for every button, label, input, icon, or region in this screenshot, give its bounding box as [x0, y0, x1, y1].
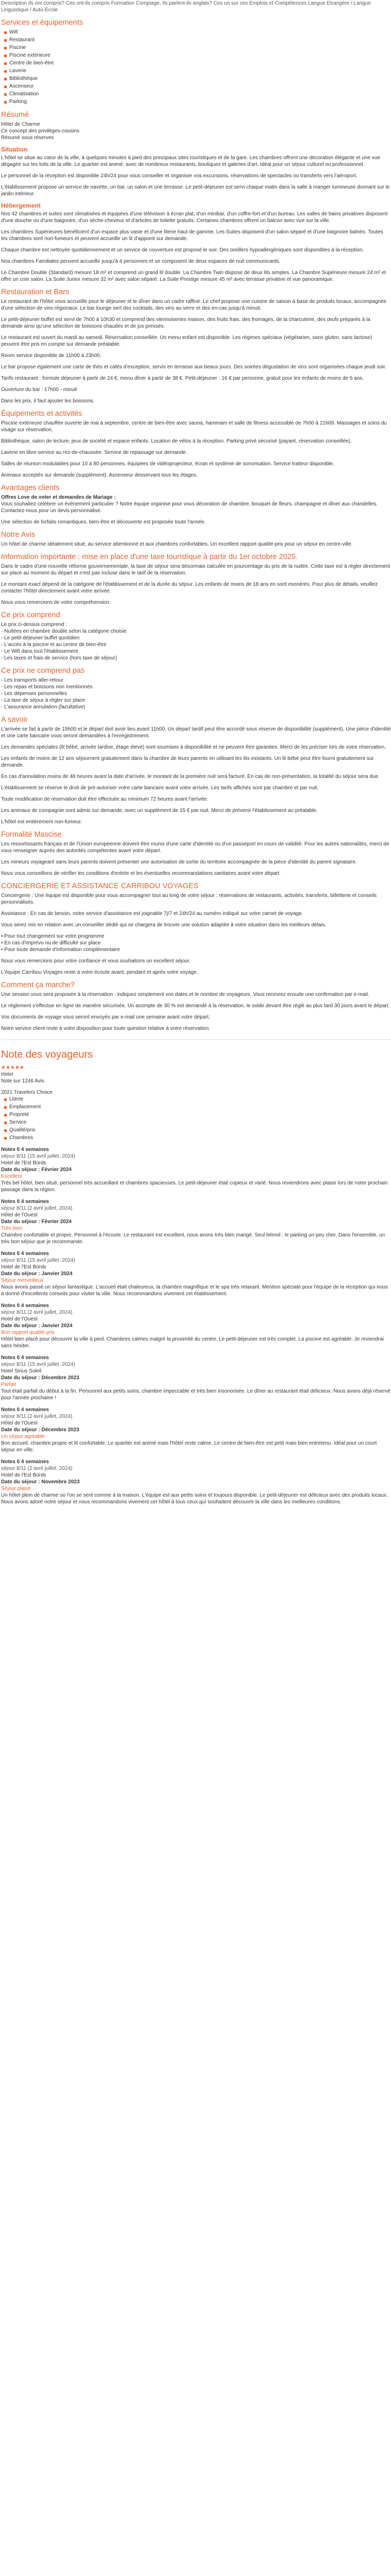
review-hotel: Hôtel de l'Ouest — [1, 1212, 38, 1218]
review-title: Très bien — [1, 1226, 23, 1231]
review-text: Nous avons passé un séjour fantastique. L'accueil était chaleureux, la chambre magnifique et le spa très relaxant. Mention spéciale pour l'équipe de la réception qui nous a donné d'excellents conseils pour visiter la ville. Nous recommandons vivement cet établissement. — [1, 1284, 388, 1297]
service-item: Laverie — [9, 67, 391, 74]
divider — [1, 1039, 391, 1040]
rating-stars-icon: ★★★★★ — [1, 1065, 24, 1071]
prix-non-item: - Les transports aller-retour — [1, 677, 63, 683]
savoir-text-4: En cas d'annulation moins de 48 heures avant la date d'arrivée, le montant de la première nuit sera facturé. En cas de non-présentation, la totalité du séjour sera due. — [1, 774, 380, 779]
review-text: Tout était parfait du début à la fin. Personnel aux petits soins, chambre impeccable et très bien insonorisée. Le dîner au restaurant était délicieux. Nous avons déjà réservé pour l'année prochaine ! — [1, 1388, 390, 1401]
equipements-text-3: Laverie en libre-service au rez-de-chaussée. Service de repassage sur demande. — [1, 450, 187, 455]
notes-rate: Note sur 1246 Avis — [1, 1078, 44, 1084]
notre-avis-section — [1, 530, 391, 606]
review-date: Date du séjour : Février 2024 — [1, 1167, 72, 1173]
notes-item: Qualité/prix — [9, 1127, 391, 1133]
equipements-text-5: Animaux acceptés sur demande (supplément). Ascenseur desservant tous les étages. — [1, 472, 198, 478]
review-author: Notes 0 4 semaines — [1, 1147, 49, 1153]
conciergerie-item: • Pour toute demande d'information complémentaire — [1, 947, 120, 953]
service-item: Restaurant — [9, 37, 391, 43]
avantages-section — [1, 483, 391, 526]
review-date: Date du séjour : Décembre 2023 — [1, 1427, 79, 1433]
formalite-section — [1, 830, 391, 877]
review-author: Notes 0 4 semaines — [1, 1199, 49, 1205]
hebergement-text-1: Nos 42 chambres et suites sont climatisées et équipées d'une télévision à écran plat, d'un minibar, d'un coffre-fort et d'un bureau. Les salles de bains privatives disposent d'une douche ou d'une baignoire, d'un sèche-cheveux et d'articles de toilette gratuits. Certaines chambres offrent un balcon avec vue sur la ville. — [1, 211, 388, 224]
prix-item: - Nuitées en chambre double selon la catégorie choisie — [1, 629, 127, 634]
prix-section — [1, 611, 391, 710]
restaurant-text-6: Tarifs restaurant : formule déjeuner à partir de 24 €, menu dîner à partir de 38 €. Petit-déjeuner : 16 € par personne, gratuit pour les enfants de moins de 6 ans. — [1, 376, 364, 381]
equipements-text-4: Salles de réunion modulables pour 10 à 80 personnes, équipées de vidéoprojecteur, écran et système de sonorisation. Service traiteur disponible. — [1, 461, 334, 467]
review-hotel: Hotel de l'Est Bords — [1, 1160, 46, 1166]
review-title: Un séjour agréable — [1, 1434, 45, 1439]
avantages-subtitle: Offres Love de voter et demandes de Mariage : — [1, 495, 116, 500]
review-text: Un hôtel plein de charme où l'on se sent comme à la maison. L'équipe est aux petits soins et toujours disponible. Le petit-déjeuner est délicieux avec des produits locaux. Nous avons adoré notre séjour et nous recommandons vivement cet hôtel à tous ceux qui souhaitent découvrir la ville dans les meilleures conditions. — [1, 1493, 388, 1505]
prix-item: - Les taxes et frais de service (hors taxe de séjour) — [1, 655, 117, 661]
conciergerie-item: • En cas d'imprévu ou de difficulté sur place — [1, 940, 101, 946]
review-author: Notes 0 4 semaines — [1, 1355, 49, 1361]
savoir-text-1: L'arrivée se fait à partir de 15h00 et le départ doit avoir lieu avant 11h00. Un départ tardif peut être accordé sous réserve de disponibilité (supplément). Une pièce d'identité et une carte bancaire vous seront demandées à l'enregistrement. — [1, 726, 391, 739]
formalite-text-3: Nous vous conseillons de vérifier les conditions d'entrée et les éventuelles recommandations sanitaires avant votre départ. — [1, 871, 281, 876]
comment-section — [1, 980, 391, 1032]
conciergerie-title: CONCIERGERIE ET ASSISTANCE CARRIBOU VOYAGES — [1, 882, 199, 890]
prix-non-item: - La taxe de séjour à régler sur place — [1, 698, 85, 703]
service-item: Ascenseur — [9, 83, 391, 90]
review-hotel: Hotel Sirius Soleil — [1, 1368, 42, 1374]
prix-non-item: - Les dépenses personnelles — [1, 691, 67, 697]
review-text: Hôtel bien placé pour découvrir la ville à pied. Chambres calmes malgré la proximité du centre. Le petit-déjeuner est très complet. La piscine est agréable. Je reviendrai sans hésiter. — [1, 1336, 384, 1349]
formalite-text-1: Les ressortissants français et de l'Union européenne doivent être munis d'une carte d'identité ou d'un passeport en cours de validité. Pour les autres nationalités, merci de vous renseigner auprès des autorités compétentes avant votre départ. — [1, 841, 389, 854]
conciergerie-section — [1, 882, 391, 976]
service-item: Climatisation — [9, 91, 391, 97]
review-item — [1, 1146, 391, 1193]
review-item — [1, 1302, 391, 1349]
hebergement-title: Hébergement — [1, 202, 41, 209]
restaurant-section — [1, 287, 391, 404]
savoir-text-8: L'hôtel est entièrement non-fumeur. — [1, 819, 83, 825]
conciergerie-text-1: Conciergerie : Une équipe est disponible pour vous accompagner tout au long de votre séjour : réservations de restaurants, activités, transferts, billetterie et conseils personnalisés. — [1, 893, 377, 905]
room-title: Résumé — [1, 111, 29, 119]
conciergerie-item: • Pour tout changement sur votre programme — [1, 934, 105, 939]
review-text: Très bel hôtel, bien situé, personnel très accueillant et chambres spacieuses. Le petit-déjeuner était copieux et varié. Nous reviendrons avec plaisir lors de notre prochain passage dans la région. — [1, 1180, 388, 1193]
restaurant-text-2: Le petit-déjeuner buffet est servi de 7h00 à 10h30 et comprend des viennoiseries maison, des fruits frais, des fromages, de la charcuterie, des œufs préparés à la demande ainsi qu'une sélection de boissons chaudes et de jus pressés. — [1, 317, 370, 329]
review-title: Bon rapport qualité-prix — [1, 1330, 55, 1335]
review-meta: séjour 8/11 (2 avril juillet, 2024) — [1, 1466, 73, 1471]
hebergement-text-5: Le Chambre Double (Standard) mesure 18 m² et comprend un grand lit double. La Chambre Twin dispose de deux lits simples. La Chambre Supérieure mesure 24 m² et offre un coin salon. La Suite Junior mesure 32 m² avec salon séparé. La Suite Prestige mesure 45 m² avec terrasse privative et vue panoramique. — [1, 270, 386, 282]
reviews-list — [1, 1146, 391, 1505]
savoir-text-3: Les enfants de moins de 12 ans séjournent gratuitement dans la chambre de leurs parents en utilisant les lits existants. Un lit bébé peut être fourni gratuitement sur demande. — [1, 756, 374, 768]
comment-text-1: Une session vous sera proposée à la réservation : indiquez simplement vos dates et le nombre de voyageurs. Vous recevrez ensuite une confirmation par e-mail. — [1, 992, 369, 997]
review-item — [1, 1198, 391, 1245]
savoir-text-2: Les demandes spéciales (lit bébé, arrivée tardive, étage élevé) sont soumises à disponibilité et ne peuvent être garanties. Merci de les préciser lors de votre réservation. — [1, 744, 386, 750]
hebergement-text-4: Nos chambres Familiales peuvent accueillir jusqu'à 4 personnes et se composent de deux espaces de nuit communicants. — [1, 259, 281, 264]
intro-text: Description Ils ont compris? Ces ont-ils compris Formation Comptage, Ils parlent-ils anglais? Ces un sur ces Emplois et Compétences Langue Etrangère / Langue Linguistique / Auto-École — [1, 1, 371, 13]
room-intro-text: L'établissement propose un service de navette, un bar, un salon et une terrasse. Le petit-déjeuner est servi chaque matin dans la salle à manger lumineuse donnant sur le jardin intérieur. — [1, 184, 390, 197]
savoir-text-5: L'établissement se réserve le droit de pré-autoriser votre carte bancaire avant votre arrivée. Les tarifs affichés sont par chambre et par nuit. — [1, 785, 319, 791]
review-meta: séjour 8/11 (15 avril juillet, 2024) — [1, 1362, 75, 1367]
service-item: Centre de bien-être — [9, 60, 391, 66]
equipements-text-1: Piscine extérieure chauffée ouverte de mai à septembre, centre de bien-être avec sauna, hammam et salle de fitness accessible de 7h00 à 21h00. Massages et soins du visage sur réservation. — [1, 420, 387, 433]
review-title: Séjour merveilleux — [1, 1278, 44, 1283]
review-author: Notes 0 4 semaines — [1, 1459, 49, 1465]
review-text: Bon accueil, chambre propre et lit confortable. Le quartier est animé mais l'hôtel reste calme. Le centre de bien-être est petit mais bien entretenu. Idéal pour un court séjour en ville. — [1, 1440, 377, 1453]
prix-item: - Le petit-déjeuner buffet quotidien — [1, 635, 80, 641]
prix-items — [1, 628, 391, 662]
prix-non-title: Ce prix ne comprend pas — [1, 667, 85, 675]
review-title: Séjour plaisir — [1, 1486, 31, 1492]
savoir-section — [1, 715, 391, 825]
review-hotel: Hotel de l'Est Bords — [1, 1264, 46, 1270]
info-text-2: Le montant exact dépend de la catégorie de l'établissement et de la durée du séjour. Les enfants de moins de 18 ans en sont exonérés. Pour plus de détails, veuillez contacter l'hôtel directement avant votre arrivée. — [1, 582, 378, 594]
info-text-3: Nous vous remercions de votre compréhension. — [1, 600, 111, 605]
review-title: Excellent — [1, 1174, 22, 1179]
review-item — [1, 1354, 391, 1401]
notes-title: Note des voyageurs — [1, 1049, 93, 1060]
service-item: Parking — [9, 98, 391, 105]
comment-text-3: Vos documents de voyage vous seront envoyés par e-mail une semaine avant votre départ. — [1, 1014, 210, 1020]
services-list — [1, 29, 391, 105]
room-sub3: Résumé sous réserves — [1, 135, 54, 141]
prix-item: - L'accès à la piscine et au centre de bien-être — [1, 642, 107, 648]
comment-text-4: Notre service client reste à votre disposition pour toute question relative à votre réservation. — [1, 1026, 210, 1031]
prix-intro: Le prix ci-dessus comprend : — [1, 622, 67, 628]
service-item: Wifi — [9, 29, 391, 36]
review-item — [1, 1459, 391, 1505]
restaurant-text-3: Le restaurant est ouvert du mardi au samedi. Réservation conseillée. Un menu enfant est disponible. Les régimes spéciaux (végétarien, sans gluten, sans lactose) peuvent être pris en compte sur demande préalable. — [1, 335, 372, 347]
prix-non-item: - Les repas et boissons non mentionnés — [1, 684, 93, 690]
services-section — [1, 18, 391, 105]
review-item — [1, 1250, 391, 1297]
review-meta: séjour 8/11 (15 avril juillet, 2024) — [1, 1154, 75, 1159]
formalite-title: Formalité Mascise — [1, 831, 62, 839]
prix-non-items — [1, 677, 391, 710]
notes-items — [1, 1096, 391, 1141]
review-author: Notes 0 4 semaines — [1, 1251, 49, 1257]
notes-hotel: Hotel — [1, 1072, 13, 1077]
review-author: Notes 0 4 semaines — [1, 1303, 49, 1309]
room-section — [1, 110, 391, 283]
situation-text-2: Le personnel de la réception est disponible 24h/24 pour vous conseiller et organiser vos excursions, réservations de spectacles ou transferts vers l'aéroport. — [1, 173, 357, 179]
notes-item: Chambres — [9, 1134, 391, 1141]
prix-title: Ce prix comprend — [1, 611, 60, 619]
conciergerie-text-5: L'équipe Carribou Voyages reste à votre écoute avant, pendant et après votre voyage. — [1, 970, 198, 975]
conciergerie-text-2: Assistance : En cas de besoin, notre service d'assistance est joignable 7j/7 et 24h/24 au numéro indiqué sur votre carnet de voyage. — [1, 911, 303, 917]
review-date: Date du séjour : Février 2024 — [1, 1219, 72, 1225]
avantages-title: Avantages clients — [1, 484, 60, 492]
review-hotel: Hôtel de l'Ouest — [1, 1420, 38, 1426]
prix-non-item: - L'assurance annulation (facultative) — [1, 704, 86, 710]
review-meta: séjour 8/11 (2 avril juillet, 2024) — [1, 1310, 73, 1315]
savoir-text-6: Toute modification de réservation doit être effectuée au minimum 72 heures avant l'arrivée. — [1, 796, 208, 802]
notes-item: Propreté — [9, 1111, 391, 1118]
notes-item: Literie — [9, 1096, 391, 1103]
restaurant-text-4: Room service disponible de 11h00 à 23h00. — [1, 353, 102, 359]
equipements-section — [1, 409, 391, 479]
avantages-text-2: Une sélection de forfaits romantiques, bien-être et découverte est proposée toute l'année. — [1, 519, 206, 525]
hebergement-text-3: Chaque chambre est nettoyée quotidiennement et un service de couverture est proposé le soir. Des oreillers hypoallergéniques sont disponibles à la réception. — [1, 247, 364, 253]
restaurant-text-5: Le bar propose également une carte de thés et cafés d'exception, servis en terrasse aux beaux jours. Des soirées dégustation de vins sont organisées chaque jeudi soir. — [1, 364, 386, 370]
notes-item: Service — [9, 1119, 391, 1126]
notre-avis-text: Un hôtel de charme idéalement situé, au service attentionné et aux chambres confortables. Un excellent rapport qualité-prix pour un séjour en centre-ville. — [1, 541, 353, 547]
situation-title: Situation — [1, 146, 28, 153]
room-sub1: Hôtel de Charme — [1, 122, 40, 127]
prix-item: - Le Wifi dans tout l'établissement — [1, 649, 78, 654]
review-text: Chambre confortable et propre. Personnel à l'écoute. Le restaurant est excellent, nous avons très bien mangé. Seul bémol : le parking un peu cher. Dans l'ensemble, un très bon séjour que je recommande. — [1, 1232, 385, 1245]
comment-title: Comment ça marche? — [1, 981, 75, 989]
equipements-text-2: Bibliothèque, salon de lecture, jeux de société et espace enfants. Location de vélos à la réception. Parking privé sécurisé (payant, réservation conseillée). — [1, 438, 352, 444]
restaurant-text-1: Le restaurant de l'hôtel vous accueille pour le déjeuner et le dîner dans un cadre raffiné. Le chef propose une cuisine de saison à base de produits locaux, accompagnée d'une sélection de vins régionaux. Le bar lounge sert des cocktails, des vins au verre et des en-cas jusqu'à minuit. — [1, 299, 387, 311]
review-meta: séjour 8/11 (15 avril juillet, 2024) — [1, 1258, 75, 1263]
conciergerie-items — [1, 933, 391, 953]
review-meta: séjour 8/11 (2 avril juillet, 2024) — [1, 1414, 73, 1419]
info-title: Information importante : mise en place d'une taxe touristique à partir du 1er octobre 2025. — [1, 553, 298, 561]
notes-section — [1, 1048, 391, 1141]
service-item: Piscine — [9, 44, 391, 51]
review-date: Date du séjour : Janvier 2024 — [1, 1323, 73, 1329]
service-item: Bibliothèque — [9, 75, 391, 82]
review-date: Date du séjour : Décembre 2023 — [1, 1375, 79, 1381]
review-item — [1, 1406, 391, 1453]
review-hotel: Hotel de l'Est Bords — [1, 1472, 46, 1478]
notes-date: 2021 Travelers Choice — [1, 1090, 53, 1095]
savoir-text-7: Les animaux de compagnie sont admis sur demande, avec un supplément de 15 € par nuit. Merci de prévenir l'établissement au préalable. — [1, 808, 318, 814]
formalite-text-2: Les mineurs voyageant sans leurs parents doivent présenter une autorisation de sortie du territoire accompagnée de la pièce d'identité du parent signataire. — [1, 859, 357, 865]
comment-text-2: Le règlement s'effectue en ligne de manière sécurisée. Un acompte de 30 % est demandé à la réservation, le solde devant être réglé au plus tard 30 jours avant le départ. — [1, 1003, 390, 1009]
room-sub2: Ce concept des privilèges-cousins — [1, 128, 79, 134]
review-meta: séjour 8/11 (2 avril juillet, 2024) — [1, 1206, 73, 1211]
notes-item: Emplacement — [9, 1104, 391, 1110]
notre-avis-title: Notre Avis — [1, 531, 35, 539]
service-item: Piscine extérieure — [9, 52, 391, 59]
conciergerie-text-3: Vous serez mis en relation avec un conseiller dédié qui se chargera de trouver une solution adaptée à votre situation dans les meilleurs délais. — [1, 922, 327, 928]
restaurant-title: Restauration et Bars — [1, 288, 70, 296]
review-hotel: Hotel de l'Ouest — [1, 1316, 38, 1322]
situation-text: L'hôtel se situe au cœur de la ville, à quelques minutes à pied des principaux sites touristiques et de la gare. Les chambres offrent une décoration élégante et une vue dégagée sur les toits de la ville. Le quartier est animé, avec de nombreux restaurants, boutiques et galeries d'art. Idéal pour un séjour culturel ou professionnel. — [1, 155, 380, 167]
services-title: Services et équipements — [1, 19, 83, 27]
review-date: Date du séjour : Novembre 2023 — [1, 1479, 80, 1485]
savoir-title: A savoir — [1, 716, 28, 724]
equipements-title: Équipements et activités — [1, 410, 83, 418]
conciergerie-text-4: Nous vous remercions pour votre confiance et vous souhaitons un excellent séjour. — [1, 958, 191, 964]
review-author: Notes 0 4 semaines — [1, 1407, 49, 1413]
review-date: Date du séjour : Janvier 2024 — [1, 1271, 73, 1277]
info-text-1: Dans le cadre d'une nouvelle réforme gouvernementale, la taxe de séjour sera désormais calculée en pourcentage du prix de la nuitée. Cette taxe est à régler directement sur place au moment du départ et n'est pas incluse dans le tarif de la réservation. — [1, 564, 390, 576]
hebergement-text-2: Les chambres Supérieures bénéficient d'un espace plus vaste et d'une literie haut de gamme. Les Suites disposent d'un salon séparé et d'une baignoire balnéo. Toutes les chambres sont non-fumeurs et peuvent accueillir un lit d'appoint sur demande. — [1, 229, 383, 242]
restaurant-text-8: Dans les prix, il faut ajouter les boissons. — [1, 398, 95, 404]
restaurant-text-7: Ouverture du bar : 17h00 - minuit — [1, 387, 77, 393]
review-title: Parfait — [1, 1382, 16, 1387]
avantages-text-1: Vous souhaitez célébrer un événement particulier ? Notre équipe organise pour vous décoration de chambre, bouquet de fleurs, champagne et dîner aux chandelles. Contactez-nous pour un devis personnalisé. — [1, 501, 378, 514]
